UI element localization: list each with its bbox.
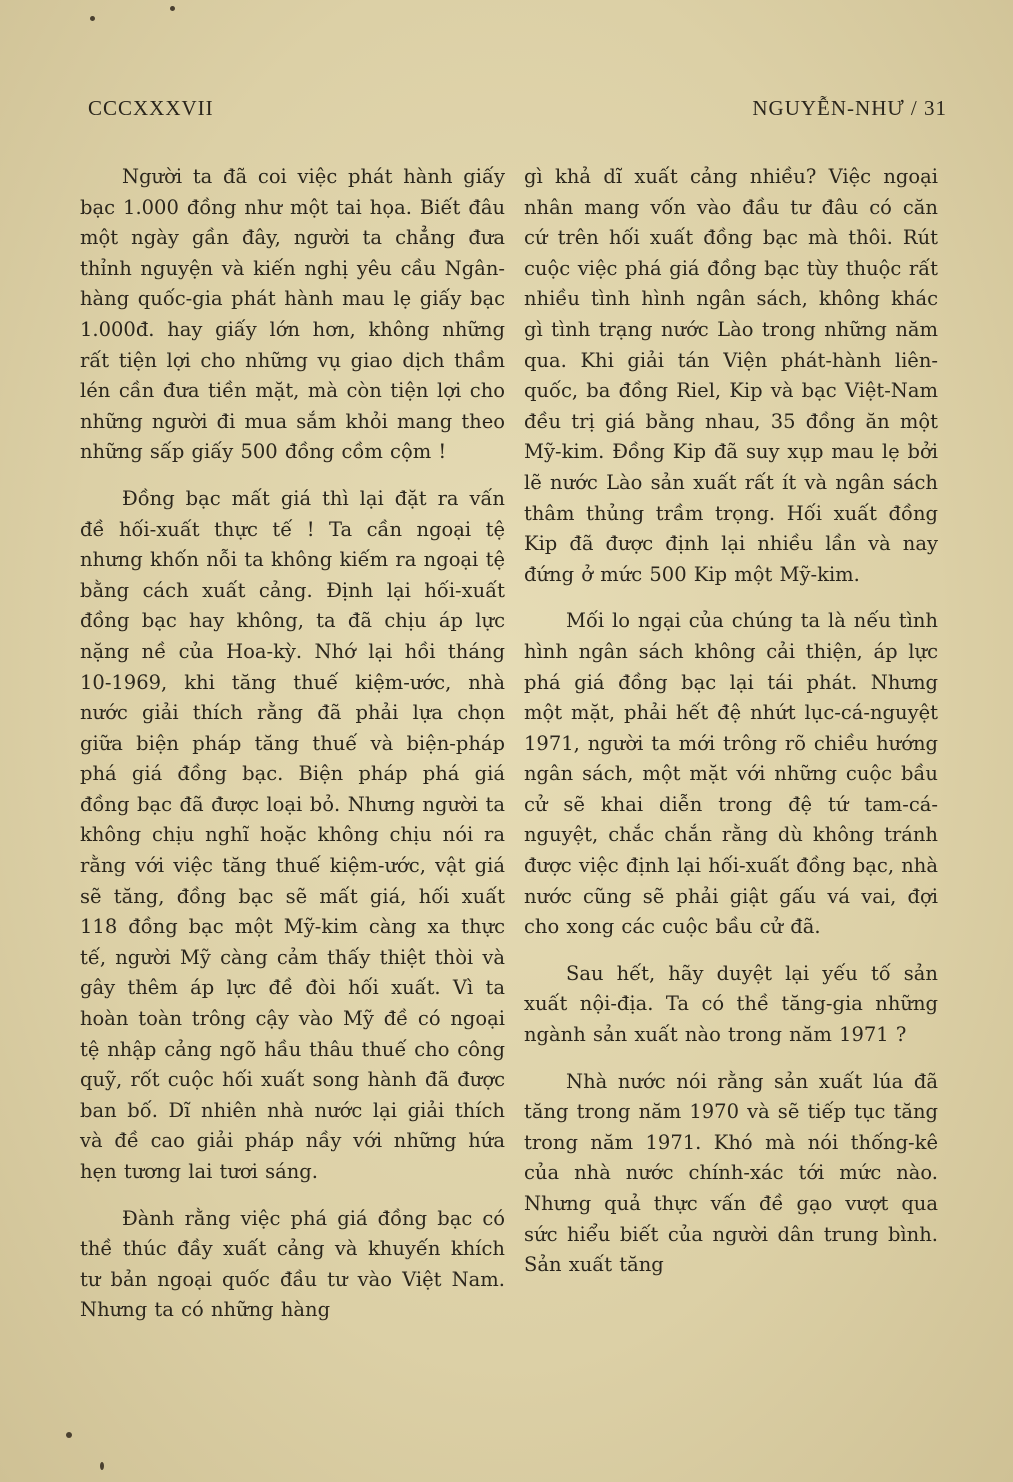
paragraph: Nhà nước nói rằng sản xuất lúa đã tăng trong năm 1970 và sẽ tiếp tục tăng trong năm 1971. Khó mà nói thống-kê của nhà nước chính-xác tới mức nào. Nhưng quả thực vấn đề gạo vượt qua sức hiểu biết của người dân trung bình. Sản xuất tăng	[524, 1069, 938, 1277]
paragraph: Mối lo ngại của chúng ta là nếu tình hình ngân sách không cải thiện, áp lực phá giá đồng bạc lại tái phát. Nhưng một mặt, phải hết đệ nhứt lục-cá-nguyệt 1971, người ta mới trông rõ chiều hướng ngân sách, một mặt với những cuộc bầu cử sẽ khai diễn trong đệ tứ tam-cá-nguyệt, chắc chắn rằng dù không tránh được việc định lại hối-xuất đồng bạc, nhà nước cũng sẽ phải giật gấu vá vai, đợi cho xong các cuộc bầu cử đã.	[524, 609, 938, 939]
paragraph: Đồng bạc mất giá thì lại đặt ra vấn đề hối-xuất thực tế ! Ta cần ngoại tệ nhưng khốn nỗi ta không kiếm ra ngoại tệ bằng cách xuất cảng. Định lại hối-xuất đồng bạc hay không, ta đã chịu áp lực nặng nề của Hoa-kỳ. Nhớ lại hồi tháng 10-1969, khi tăng thuế kiệm-ước, nhà nước giải thích rằng đã phải lựa chọn giữa biện pháp tăng thuế và biện-pháp phá giá đồng bạc. Biện pháp phá giá đồng bạc đã được loại bỏ. Nhưng người ta không chịu nghĩ hoặc không chịu nói ra rằng với việc tăng thuế kiệm-ước, vật giá sẽ tăng, đồng bạc sẽ mất giá, hối xuất 118 đồng bạc một Mỹ-kim càng xa thực tế, người Mỹ càng cảm thấy thiệt thòi và gây thêm áp lực đề đòi hối xuất. Vì ta hoàn toàn trông cậy vào Mỹ đề có ngoại tệ nhập cảng ngõ hầu thâu thuế cho công quỹ, rốt cuộc hối xuất song hành đã được ban bố. Dĩ nhiên nhà nước lại giải thích và đề cao giải pháp nầy với những hứa hẹn tương lai tươi sáng.	[80, 486, 505, 1183]
paragraph: gì khả dĩ xuất cảng nhiều? Việc ngoại nhân mang vốn vào đầu tư đâu có căn cứ trên hối xuất đồng bạc mà thôi. Rút cuộc việc phá giá đồng bạc tùy thuộc rất nhiều tình hình ngân sách, không khác gì tình trạng nước Lào trong những năm qua. Khi giải tán Viện phát-hành liên-quốc, ba đồng Riel, Kip và bạc Việt-Nam đều trị giá bằng nhau, 35 đồng ăn một Mỹ-kim. Đồng Kip đã suy xụp mau lẹ bởi lẽ nước Lào sản xuất rất ít và ngân sách thâm thủng trầm trọng. Hối xuất đồng Kip đã được định lại nhiều lần và nay đứng ở mức 500 Kip một Mỹ-kim.	[524, 165, 938, 586]
running-title-page-number: NGUYỄN-NHƯ / 31	[752, 96, 947, 120]
right-column	[524, 162, 938, 1297]
section-numeral: CCCXXXVII	[88, 96, 214, 120]
paper-speck	[170, 6, 175, 11]
paper-speck	[66, 1432, 72, 1438]
paragraph: Người ta đã coi việc phát hành giấy bạc 1.000 đồng như một tai họa. Biết đâu một ngày gần đây, người ta chẳng đưa thỉnh nguyện và kiến nghị yêu cầu Ngân-hàng quốc-gia phát hành mau lẹ giấy bạc 1.000đ. hay giấy lớn hơn, không những rất tiện lợi cho những vụ giao dịch thầm lén cần đưa tiền mặt, mà còn tiện lợi cho những người đi mua sắm khỏi mang theo những sấp giấy 500 đồng cồm cộm !	[80, 165, 505, 464]
paragraph: Sau hết, hãy duyệt lại yếu tố sản xuất nội-địa. Ta có thề tăng-gia những ngành sản xuất nào trong năm 1971 ?	[524, 961, 938, 1047]
paper-speck	[100, 1462, 104, 1470]
left-column	[80, 162, 505, 1342]
page-header	[88, 96, 947, 128]
paper-speck	[90, 16, 95, 21]
paragraph: Đành rằng việc phá giá đồng bạc có thề thúc đầy xuất cảng và khuyến khích tư bản ngoại quốc đầu tư vào Việt Nam. Nhưng ta có những hàng	[80, 1206, 505, 1322]
